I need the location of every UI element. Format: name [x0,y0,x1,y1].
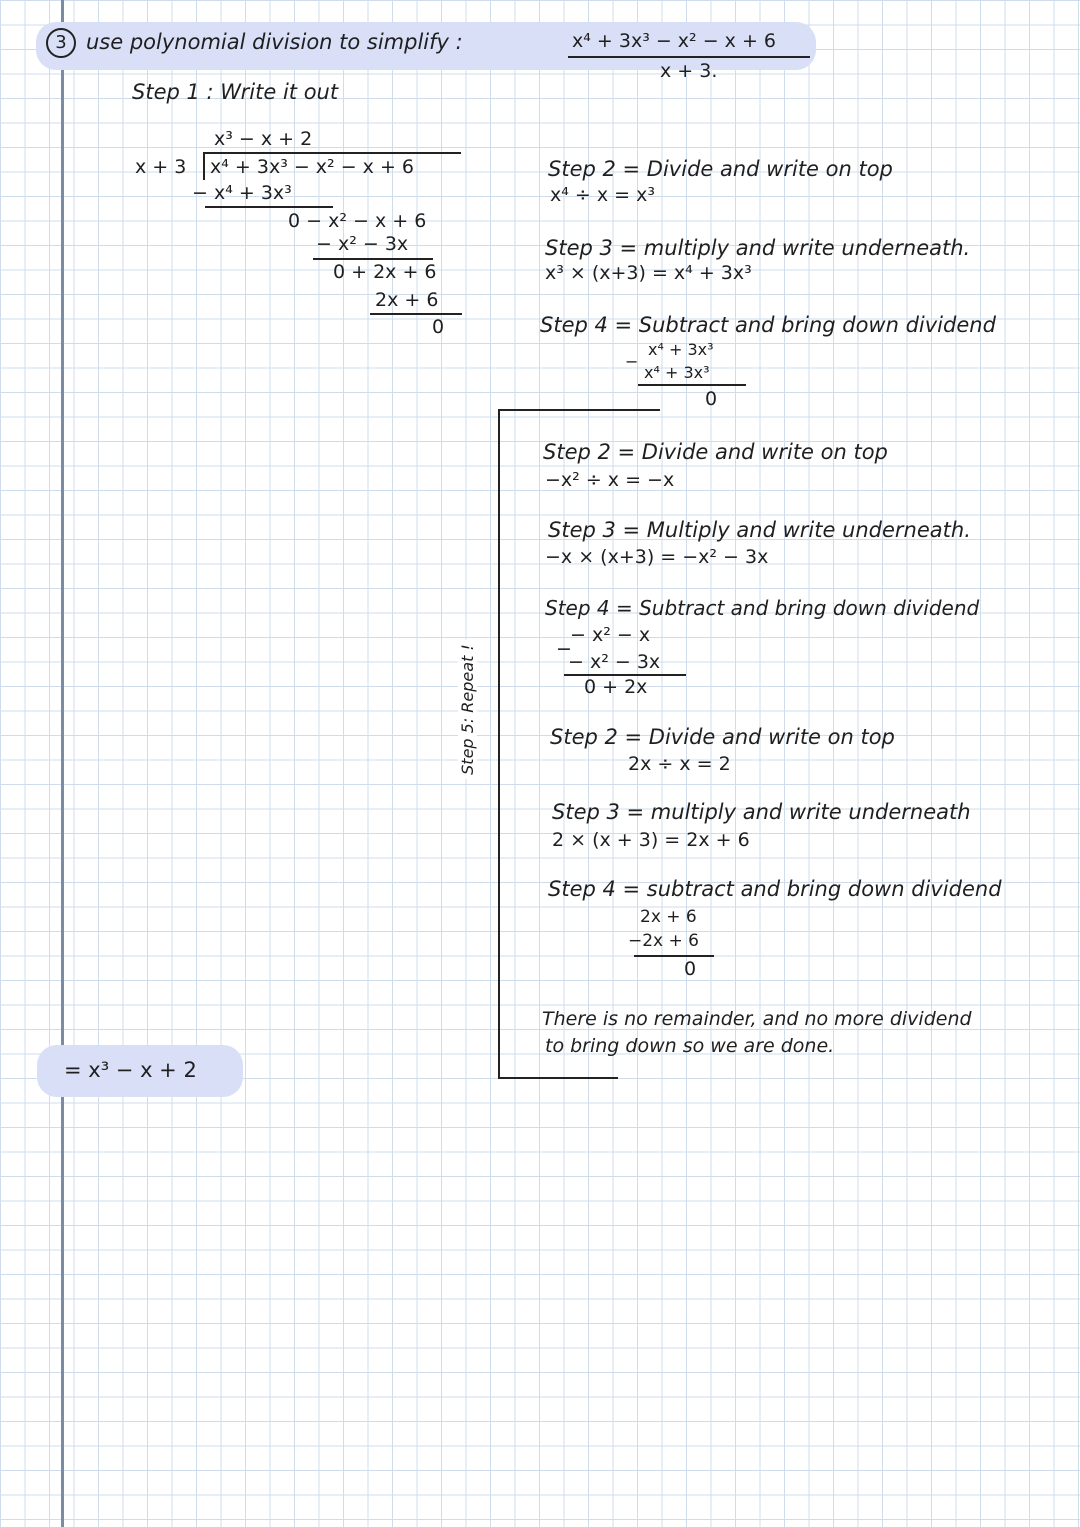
r3-step4-title: Step 4 = subtract and bring down dividend [548,877,1002,901]
repeat-bracket-bottom [498,1077,618,1079]
question-numerator: x⁴ + 3x³ − x² − x + 6 [572,30,776,52]
conclusion-line-2: to bring down so we are done. [545,1035,835,1057]
long-division-line-5: 2x + 6 [375,289,439,311]
long-division-line-4: 0 + 2x + 6 [333,261,437,283]
question-prompt: use polynomial division to simplify : [86,30,463,54]
r2-step4-line-b: − x² − 3x [568,651,661,673]
r3-step4-rule [634,955,714,957]
r3-step4-line-a: 2x + 6 [640,907,697,927]
r2-step4-line-a: − x² − x [570,624,651,646]
r3-step4-line-b: −2x + 6 [628,931,699,951]
long-division-dividend: x⁴ + 3x³ − x² − x + 6 [210,156,414,178]
r2-step4-minus: − [556,638,572,660]
r1-step3-equation: x³ × (x+3) = x⁴ + 3x³ [545,262,752,284]
r1-step3-title: Step 3 = multiply and write underneath. [545,236,971,260]
r3-step3-equation: 2 × (x + 3) = 2x + 6 [552,829,750,851]
r1-step4-result: 0 [705,388,718,410]
repeat-label: Step 5: Repeat ! [458,640,477,779]
r1-step4-line-b: x⁴ + 3x³ [644,363,710,382]
r2-step4-title: Step 4 = Subtract and bring down dividend [545,596,980,620]
division-rule-1 [205,206,333,208]
division-rule-2 [313,258,433,260]
question-denominator: x + 3. [660,60,718,82]
r2-step2-equation: −x² ÷ x = −x [545,469,675,491]
page-margin-line [61,0,64,1527]
fraction-bar [568,56,810,58]
final-answer: = x³ − x + 2 [64,1058,197,1082]
conclusion-line-1: There is no remainder, and no more dividend [542,1008,972,1030]
r2-step3-equation: −x × (x+3) = −x² − 3x [545,546,769,568]
division-rule-3 [370,313,462,315]
r2-step2-title: Step 2 = Divide and write on top [543,440,888,464]
division-bar [203,152,461,154]
long-division-line-6: 0 [432,316,445,338]
long-division-line-1: − x⁴ + 3x³ [192,182,292,204]
r3-step4-result: 0 [684,958,697,980]
r2-step4-result: 0 + 2x [584,676,648,698]
r3-step3-title: Step 3 = multiply and write underneath [552,800,971,824]
r1-step4-title: Step 4 = Subtract and bring down dividend [540,313,996,337]
r3-step2-equation: 2x ÷ x = 2 [628,753,731,775]
division-bracket [203,152,205,180]
r1-step4-rule [638,384,746,386]
r2-step3-title: Step 3 = Multiply and write underneath. [548,518,971,542]
long-division-line-3: − x² − 3x [316,233,409,255]
repeat-bracket-top [498,409,660,411]
r1-step2-equation: x⁴ ÷ x = x³ [550,184,655,206]
question-number: 3 [46,28,76,58]
step1-title: Step 1 : Write it out [132,80,339,104]
long-division-line-2: 0 − x² − x + 6 [288,210,427,232]
r1-step4-line-a: x⁴ + 3x³ [648,340,714,359]
long-division-divisor: x + 3 [135,156,187,178]
r3-step2-title: Step 2 = Divide and write on top [550,725,895,749]
long-division-quotient: x³ − x + 2 [214,128,313,150]
r1-step4-minus: − [625,352,639,371]
r1-step2-title: Step 2 = Divide and write on top [548,157,893,181]
repeat-bracket-side [498,409,500,1079]
